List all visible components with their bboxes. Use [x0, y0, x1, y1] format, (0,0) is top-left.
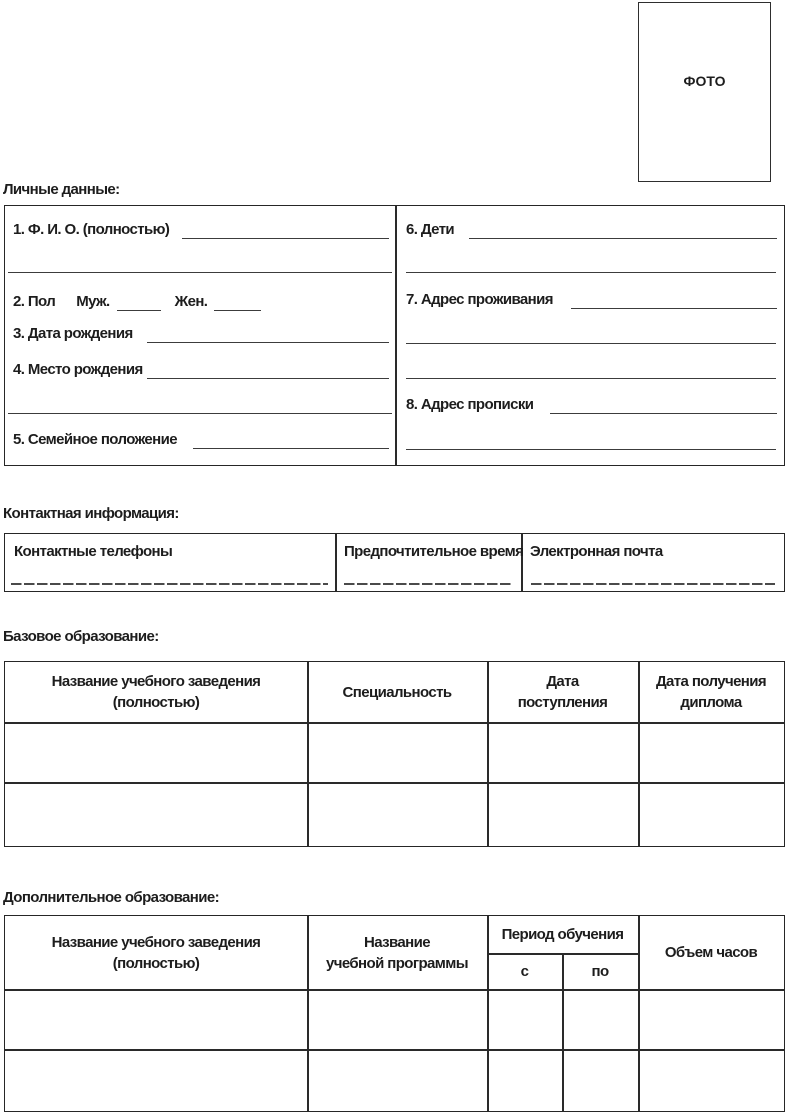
contact-section-title: Контактная информация: — [3, 505, 179, 522]
blank-line — [406, 378, 776, 379]
email-label: Электронная почта — [530, 543, 663, 560]
field-fio — [13, 220, 389, 239]
contact-phones-blank-line — [11, 583, 328, 585]
fio-label: 1. Ф. И. О. (полностью) — [13, 221, 170, 238]
preferred-time-cell — [335, 534, 524, 591]
gender-label: 2. Пол — [13, 293, 56, 310]
residence-label: 7. Адрес проживания — [406, 291, 553, 308]
contact-table — [4, 533, 785, 592]
children-blank-line — [469, 238, 777, 239]
photo-label: ФОТО — [683, 72, 726, 89]
header-period-to: по — [591, 962, 609, 980]
personal-section-title: Личные данные: — [3, 181, 120, 198]
registration-label: 8. Адрес прописки — [406, 396, 534, 413]
base-education-empty-row — [5, 782, 784, 846]
header-hours: Объем часов — [664, 944, 758, 961]
base-education-section-title: Базовое образование: — [3, 628, 159, 645]
residence-blank-line — [571, 308, 777, 309]
header-program-name: Название учебной программы — [325, 933, 468, 972]
contact-phones-cell — [5, 534, 335, 591]
blank-line — [406, 272, 776, 273]
field-birth-date — [13, 324, 389, 343]
blank-line — [8, 413, 392, 414]
header-training-period: Период обучения — [501, 926, 624, 943]
birth-date-label: 3. Дата рождения — [13, 325, 133, 342]
blank-line — [406, 449, 776, 450]
personal-data-table — [4, 205, 785, 466]
additional-education-empty-row — [5, 1049, 784, 1111]
header-admission-date: Дата поступления — [517, 673, 608, 711]
additional-education-table — [4, 915, 785, 1112]
gender-female-label: Жен. — [174, 293, 208, 310]
marital-blank-line — [193, 448, 389, 449]
base-education-table — [4, 661, 785, 847]
email-blank-line — [531, 583, 775, 585]
birth-place-label: 4. Место рождения — [13, 361, 143, 378]
email-cell — [521, 534, 784, 591]
birth-date-blank-line — [147, 342, 389, 343]
photo-box — [638, 2, 771, 182]
registration-blank-line — [550, 413, 777, 414]
field-birth-place — [13, 360, 389, 379]
marital-label: 5. Семейное положение — [13, 431, 177, 448]
male-blank-line — [117, 310, 161, 311]
birth-place-blank-line — [147, 378, 389, 379]
field-children — [406, 220, 777, 239]
personal-left-column — [5, 206, 395, 465]
additional-education-section-title: Дополнительное образование: — [3, 889, 220, 906]
field-registration — [406, 395, 777, 414]
personal-right-column — [397, 206, 784, 465]
preferred-time-label: Предпочтительное время — [344, 543, 524, 560]
preferred-time-blank-line — [344, 583, 513, 585]
blank-line — [406, 343, 776, 344]
contact-phones-label: Контактные телефоны — [14, 543, 173, 560]
blank-line — [8, 272, 392, 273]
additional-education-empty-row — [5, 989, 784, 1049]
header-diploma-date: Дата получения диплома — [655, 673, 767, 711]
header-institution: Название учебного заведения (полностью) — [51, 673, 261, 711]
header-period-from: с — [520, 962, 529, 980]
field-marital — [13, 430, 389, 449]
female-blank-line — [214, 310, 261, 311]
children-label: 6. Дети — [406, 221, 455, 238]
header-speciality: Специальность — [342, 683, 452, 701]
field-gender — [13, 292, 389, 311]
header-institution: Название учебного заведения (полностью) — [51, 933, 261, 972]
fio-blank-line — [182, 238, 389, 239]
base-education-empty-row — [5, 722, 784, 782]
field-residence — [406, 290, 777, 309]
gender-male-label: Муж. — [76, 293, 110, 310]
